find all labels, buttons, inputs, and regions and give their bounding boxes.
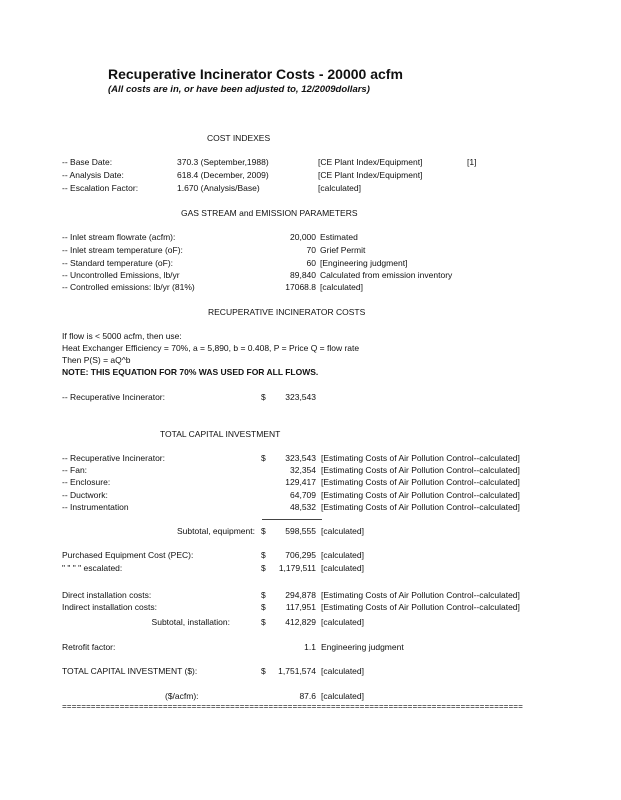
footer-rule: ================================================================================================ <box>62 703 523 712</box>
escalated-dollar: $ <box>261 563 266 573</box>
direct-installation-label: Direct installation costs: <box>62 590 152 600</box>
tci-item-note: [Estimating Costs of Air Pollution Control--calculated] <box>321 502 520 512</box>
escalated-label: " " " " escalated: <box>62 563 123 573</box>
subtotal-rule <box>262 519 322 520</box>
incinerator-value: 323,543 <box>285 392 316 402</box>
pec-label: Purchased Equipment Cost (PEC): <box>62 550 194 560</box>
gas-param-value: 70 <box>306 245 316 255</box>
gas-param-label: -- Uncontrolled Emissions, lb/yr <box>62 270 180 280</box>
subtotal-installation-dollar: $ <box>261 617 266 627</box>
equation-line: If flow is < 5000 acfm, then use: <box>62 331 182 341</box>
gas-stream-heading: GAS STREAM and EMISSION PARAMETERS <box>181 208 358 218</box>
gas-param-value: 17068.8 <box>285 282 316 292</box>
indirect-installation-label: Indirect installation costs: <box>62 602 157 612</box>
tci-item-value: 32,354 <box>290 465 316 475</box>
tci-item-dollar: $ <box>261 453 266 463</box>
total-capital-investment-note: [calculated] <box>321 666 364 676</box>
cost-per-acfm-note: [calculated] <box>321 691 364 701</box>
tci-item-note: [Estimating Costs of Air Pollution Control--calculated] <box>321 453 520 463</box>
tci-item-label: -- Ductwork: <box>62 490 108 500</box>
cost-index-value: 370.3 (September,1988) <box>177 157 269 167</box>
escalated-value: 1,179,511 <box>278 563 316 573</box>
subtotal-installation-note: [calculated] <box>321 617 364 627</box>
gas-param-label: -- Controlled emissions: lb/yr (81%) <box>62 282 195 292</box>
cost-per-acfm-value: 87.6 <box>299 691 316 701</box>
pec-note: [calculated] <box>321 550 364 560</box>
indirect-installation-dollar: $ <box>261 602 266 612</box>
tci-item-note: [Estimating Costs of Air Pollution Control--calculated] <box>321 477 520 487</box>
cost-index-label: -- Escalation Factor: <box>62 183 139 193</box>
page-title: Recuperative Incinerator Costs - 20000 acfm <box>108 66 403 82</box>
escalated-note: [calculated] <box>321 563 364 573</box>
tci-item-value: 129,417 <box>285 477 316 487</box>
tci-item-value: 323,543 <box>285 453 316 463</box>
tci-item-label: -- Recuperative Incinerator: <box>62 453 165 463</box>
cost-index-ref: [1] <box>467 157 477 167</box>
tci-item-value: 64,709 <box>290 490 316 500</box>
subtotal-equipment-note: [calculated] <box>321 526 364 536</box>
subtotal-equipment-label: Subtotal, equipment: <box>177 526 255 536</box>
total-capital-investment-value: 1,751,574 <box>278 666 316 676</box>
tci-heading: TOTAL CAPITAL INVESTMENT <box>160 429 281 439</box>
cost-index-note: [CE Plant Index/Equipment] <box>318 157 423 167</box>
subtotal-equipment-dollar: $ <box>261 526 266 536</box>
incinerator-label: -- Recuperative Incinerator: <box>62 392 165 402</box>
gas-param-note: [Engineering judgment] <box>320 258 408 268</box>
gas-param-note: Estimated <box>320 232 358 242</box>
cost-index-value: 618.4 (December, 2009) <box>177 170 269 180</box>
total-capital-investment-label: TOTAL CAPITAL INVESTMENT ($): <box>62 666 198 676</box>
subtotal-equipment-value: 598,555 <box>285 526 316 536</box>
retrofit-value: 1.1 <box>304 642 316 652</box>
gas-param-value: 20,000 <box>290 232 316 242</box>
gas-param-note: Calculated from emission inventory <box>320 270 453 280</box>
equation-note: NOTE: THIS EQUATION FOR 70% WAS USED FOR ALL FLOWS. <box>62 367 319 377</box>
tci-item-value: 48,532 <box>290 502 316 512</box>
equation-line: Heat Exchanger Efficiency = 70%, a = 5,890, b = 0.408, P = Price Q = flow rate <box>62 343 360 353</box>
gas-param-value: 89,840 <box>290 270 316 280</box>
gas-param-label: -- Standard temperature (oF): <box>62 258 174 268</box>
tci-item-note: [Estimating Costs of Air Pollution Control--calculated] <box>321 490 520 500</box>
cost-index-value: 1.670 (Analysis/Base) <box>177 183 260 193</box>
indirect-installation-value: 117,951 <box>285 602 316 612</box>
retrofit-label: Retrofit factor: <box>62 642 116 652</box>
cost-per-acfm-label: ($/acfm): <box>165 691 199 701</box>
tci-item-label: -- Instrumentation <box>62 502 129 512</box>
pec-value: 706,295 <box>285 550 316 560</box>
cost-index-note: [calculated] <box>318 183 361 193</box>
direct-installation-note: [Estimating Costs of Air Pollution Control--calculated] <box>321 590 520 600</box>
subtotal-installation-value: 412,829 <box>285 617 316 627</box>
cost-index-label: -- Analysis Date: <box>62 170 124 180</box>
page-subtitle: (All costs are in, or have been adjusted to, 12/2009dollars) <box>108 84 370 95</box>
gas-param-label: -- Inlet stream flowrate (acfm): <box>62 232 176 242</box>
gas-param-note: Grief Permit <box>320 245 366 255</box>
cost-indexes-heading: COST INDEXES <box>207 133 271 143</box>
cost-index-note: [CE Plant Index/Equipment] <box>318 170 423 180</box>
direct-installation-value: 294,878 <box>285 590 316 600</box>
incinerator-dollar: $ <box>261 392 266 402</box>
indirect-installation-note: [Estimating Costs of Air Pollution Control--calculated] <box>321 602 520 612</box>
subtotal-installation-label: Subtotal, installation: <box>151 617 230 627</box>
pec-dollar: $ <box>261 550 266 560</box>
total-capital-investment-dollar: $ <box>261 666 266 676</box>
gas-param-value: 60 <box>306 258 316 268</box>
gas-param-label: -- Inlet stream temperature (oF): <box>62 245 183 255</box>
recuperative-heading: RECUPERATIVE INCINERATOR COSTS <box>208 307 366 317</box>
direct-installation-dollar: $ <box>261 590 266 600</box>
cost-index-label: -- Base Date: <box>62 157 113 167</box>
equation-line: Then P(S) = aQ^b <box>62 355 131 365</box>
tci-item-label: -- Fan: <box>62 465 88 475</box>
gas-param-note: [calculated] <box>320 282 363 292</box>
retrofit-note: Engineering judgment <box>321 642 404 652</box>
tci-item-label: -- Enclosure: <box>62 477 111 487</box>
tci-item-note: [Estimating Costs of Air Pollution Control--calculated] <box>321 465 520 475</box>
